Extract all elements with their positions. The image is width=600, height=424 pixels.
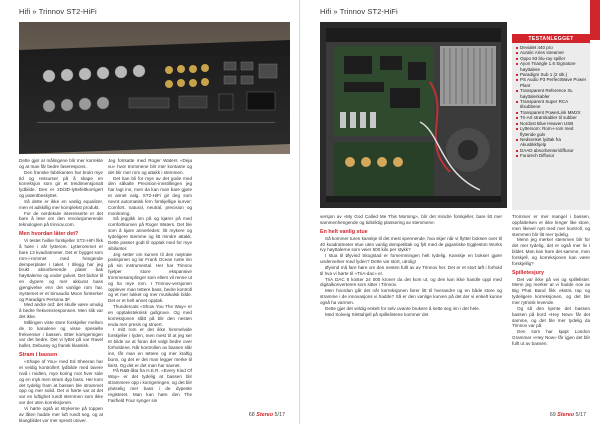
body-paragraph: I mitt rom er det ikke himmelvide forskjeller i lyden, men mest til at jeg ser et bilde av at foran det valgt bedre over forholdene. Når kontrollen av bassen slår inn, får man en tettere og mer kraftig bunn, og det er det man legger merke til først. Og det er det man har savnet. [108,327,192,368]
test-equipment-item: Paradigm Sub 1 (2 stk.) [516,72,587,77]
section-heading: Spilletesjury [512,269,545,276]
test-equipment-item: Ayon Triangle 1.6 Signature høyttalere [516,61,587,72]
test-equipment-item: Transparent Super RCA tilsubbene [516,99,587,110]
test-equipment-item: Transparent Reference XL høyttalerkabler [516,88,587,99]
test-equipment-list [512,45,590,159]
body-paragraph: Jeg setter om kurven til den nøytrale posisjonen og lar Frank Ocean ruste inn på sin instrumental. Her har Trinnov hjelper store ekspansive trommesamplinger som ellers vil renne ut og ha mye rom. I Trinnov-versjonen opplever man tettere bass, bedre kontroll og et mer lukket og mer musikalsk bilde. Det er et helt annet opptak. [108,251,192,304]
test-equipment-item: DAAD absorbenter/diffusor [516,148,587,153]
body-paragraph: Med andre ord: det skulle være umulig å bedre frekvensresponsen. Men slik var det ikke. [19,302,103,320]
body-paragraph: I stua til Øyvind Skogstad er fornemmingen helt tydelig. Kanskje en bokser gjøre underverker med lyden? Dette var stort, utrolig! [320,253,502,265]
body-paragraph: «Shape of You» med Ed Sheeran har et veldig kontrollert lydbilde med lavere nivå i midten, mye koring mot hver side og en myk men stram dyp bass. Her kom det tydelig fram at bassen ble strammet opp og mer solid. Det vi hørte var at det var en luftighet rundt stemmen som ikke var der uten korreksjonen. [19,359,103,406]
left-col1b-body [19,352,103,423]
test-equipment-item: Transparent PowerLink MM2X [516,110,587,115]
right-col1-body [320,214,502,318]
body-paragraph: Jeg fortsatte med Roger Waters «Deja vu» hvor trommene blir mer kontante og det blir mer rom og attakk i stemmen. [108,158,192,175]
test-equipment-box [512,34,590,210]
right-col-1 [320,214,502,318]
body-paragraph: Menn jeg merker stemmen blir for det mer tydelig, det er også mer liv i bildet. Man kan høre det samme, men forskjell, og korreksjonen kan være forskjellig? [512,237,590,266]
section-heading: Stram i bassen [19,352,58,359]
left-footer [249,412,285,418]
page-number: 68 [248,412,255,418]
right-footer [550,412,586,418]
left-col-2 [108,158,192,403]
magazine-name: Stereo [557,412,574,418]
magazine-name: Stereo [256,412,273,418]
red-corner-tab [590,0,600,40]
test-equipment-item: Devialet 440 pro [516,45,587,50]
issue-number: 5/17 [274,412,285,418]
test-equipment-item: Furutech Diffusor [516,153,587,158]
body-paragraph: Målingen viste store forskjeller mellom de to kanalene og visse spesielle frekvenser i bassen. Etter korrigeringen var det bedre. Det vi lyttet på var Ravel ballet, Debussy og fransk klassisk. [19,319,103,349]
body-paragraph: Så kommer turen kanskje til det mest spennende, hva skjer når vi flytter boksen over til 40 kvadratmeter stue uten vanlig dempetiltak og fylt med de gigantiske Eggleston Works Ivy høyttalerne som veier 500 kilo per stykk? [320,235,502,253]
body-paragraph: Vi testet hvilke forskjeller ST2-HiFi fikk å høre i vår lytterom. Lytterommet er bare 13 kvadratmeter. Det er bygget som rom-i-rommet med hengende demperplater i taket. I tillegg har jeg brukt absorberende plater bak høyttalerne og under gulvet. Det bidrar til en dypere og mer akkurat bass gjengivelse enn det vanlige rom har. Systemet er et Simaudio Moon forsterker og Paradigm Persona 3F. [19,238,103,302]
right-col2-body [512,214,590,347]
body-paragraph: Den som har kjøpt London Grammar «Hey Now» får igjen det blir fullt ut av bassen. [512,329,590,346]
body-paragraph: For de nerdekule interesserte er det bare å lese om den revolusjonerende teknologien på trinnov.com. [19,210,103,228]
body-paragraph: Trommer er mer mangel i bassen, oppfattelsen er ikke lenger like store, men likevel nytt med mer kontroll, og stemmen blir litt mer tydelig. [512,214,590,237]
body-paragraph: Men hvordan går det når korreksjonen fører litt til hverandre og en både store og stramme i de innovasjons vi hadde? Så er den vanlige kurven på det der vi enkelt kunne også ha varmen. [320,288,502,305]
body-paragraph: Dette gjør at målingene blir mer korrekte og at man får bedre faserespons. [19,158,103,169]
body-paragraph: Thundercats «Show You The Way» er en opptaksteknisk gullgruve. Og med korreksjonen slått på blir den nesten enda mer presis og struert. [108,304,192,327]
left-col1-body [19,158,103,349]
body-paragraph: TriA DAC 8 koster 24 000 kroner da det kom ut, og den kan ikke handle oppi med digitalkonverteren som sitter i Trinnov. [320,276,502,288]
test-equipment-item: Lyttersom: Rom-i-rom med flytende gulv [516,126,587,137]
running-head: Hifi » Trinnov ST2-HiFi [19,7,97,16]
body-paragraph: Det var ikke på vei og spillelister. Menn jeg merker at vi hadde noe av Big Phat Band fikk ekstra rap og tydeligere korreksjonen, og det ble mer rytmisk levende. [512,276,590,305]
body-paragraph: Det kan bli for mye av det gode med den såkalte Precision-innstillingen jeg har lagt inn, men da kan man bare gjøre et annet valg. ST2-HiFi gir deg som nevnt automatisk fem forskjellige kurver: Comfort, natural, neutral, precision og monitoring. [108,175,192,216]
body-paragraph: Øyvind må fare høre om den nesten fullt av av Trinnov her. Det er et stort løft i forhold til hva vi hørte til «TriA-dac» er. [320,264,502,276]
body-paragraph: Med Solveig Slettahjell på spillelistene kommer det [325,311,429,317]
test-equipment-item: Tri-Art strømkabler til subber [516,115,587,120]
section-heading: Men hvordan låter det? [19,231,79,238]
test-equipment-item: PS Audio P3 PerfectWave Power Plant [516,77,587,88]
internal-view-image [320,22,507,208]
body-paragraph: Så jeggikk inn på og kjører på med comfortkurven på Roger Waters. Det ble som å kjøre annerledes: litt mykere og tydeligere stemme og litt mindre attakk. Dette passer godt til opptak med for mye sibilanter. [108,216,192,251]
rear-panel-image [19,22,290,154]
test-equipment-item: Auralic Aries streamer [516,50,587,55]
left-col2-body [108,158,192,403]
body-paragraph: På R&B-låta fra H.E.R. «Every Kind Of Way» er det tydelig at bassen blir strammere opp i korrigeringen, og det blir plutselig mer bass i de dypeste registeret. Man kan høre den The Fairfield Four synger sin [108,368,193,403]
body-paragraph: Og så den kjente det bassen bassen på bord «Hey Now» får det samme, og det ble mer tydelig da Trinnov var på. [512,305,590,329]
test-equipment-item: Nedsenket lydtak fra Akustikkhjelp [516,137,587,148]
running-head: Hifi » Trinnov ST2-HiFi [320,7,398,16]
rear-panel-photo [19,22,290,154]
body-paragraph: Den franske fabrikanten har brukt mye tid og ressurser på å skape en korreksjon som gir et treidimensjonalt lydbilde. Den er 2D/3D-lyttefeltkorrigert og patentbeskyttet. [19,169,103,199]
section-heading: En helt vanlig stue [320,228,368,235]
body-paragraph: Dette gjør det veldig enkelt for selv uvante brukere å sette seg inn i det hele. [325,305,480,311]
left-col-1 [19,158,103,423]
body-paragraph: Vi hørte også at strykerne på toppen av låten hadde mer luft rundt seg, og at klangbildet var mer spredt utover. [19,405,103,423]
right-page [300,0,600,424]
issue-number: 5/17 [575,412,586,418]
test-equipment-title: TESTANLEGGET [512,34,590,43]
page-number: 69 [549,412,556,418]
body-paragraph: Så dette er ikke en vanlig equalizer, men et adskillig mer komplekst produkt. [19,198,103,210]
internal-view-photo [320,22,507,208]
test-equipment-item: Nordost Blue Heaven USB [516,121,587,126]
body-paragraph: versjon av «My God Called Me This Morning», blir det mindre forskjeller, bare litt mer sammenhengende og tidsriktig plassering av stemmene. [320,214,502,225]
test-equipment-item: Oppo 93 blu-ray spiller [516,56,587,61]
right-col-2 [512,214,590,347]
